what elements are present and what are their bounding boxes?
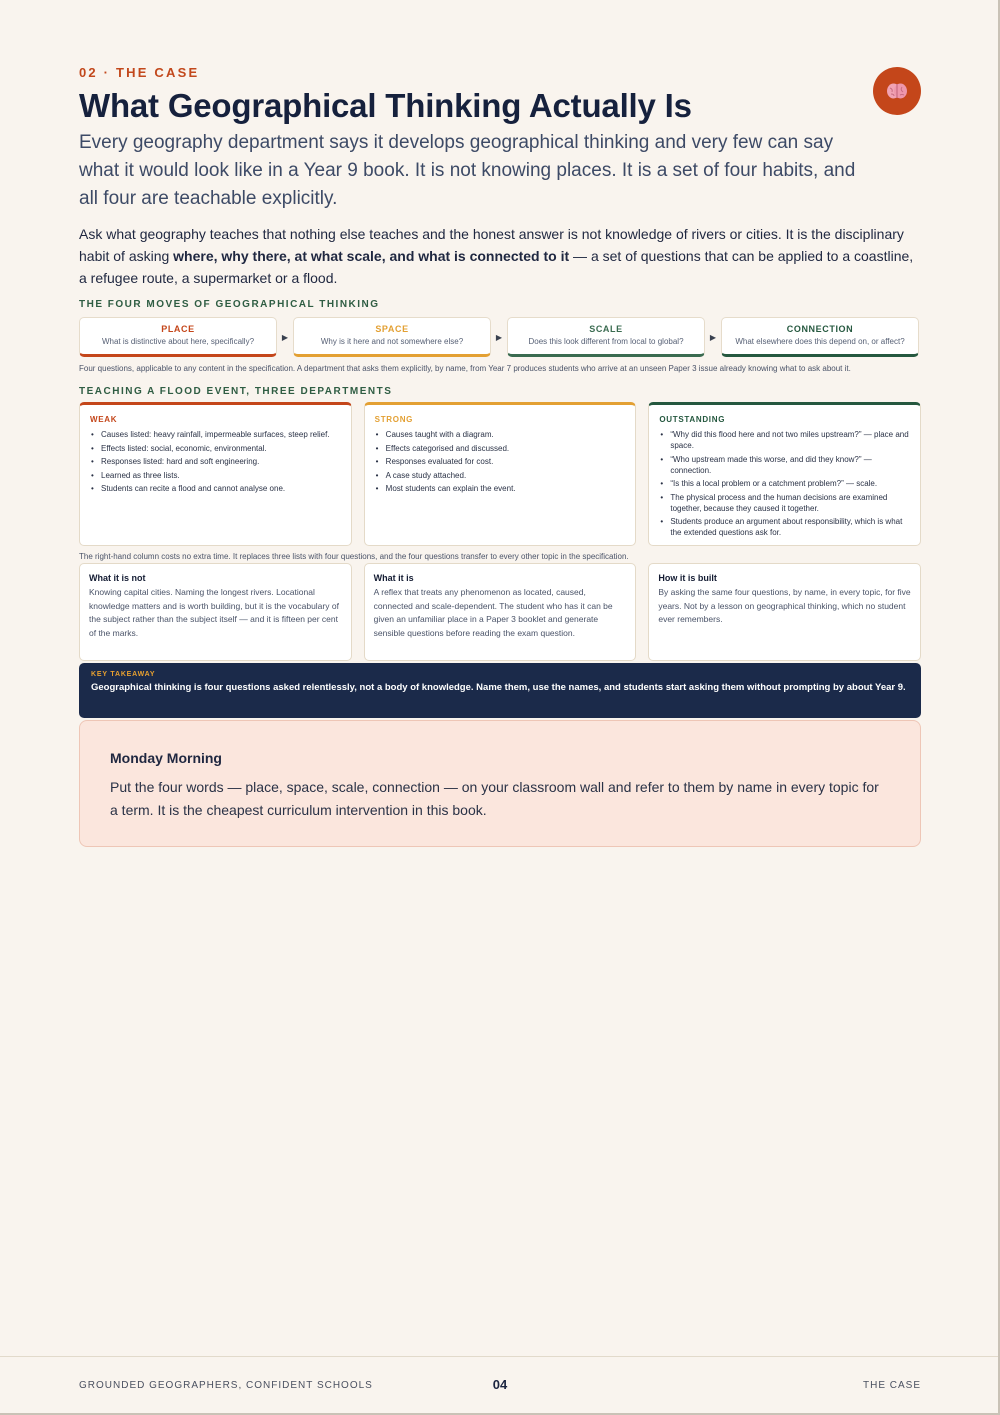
card-how-it-is-built	[648, 563, 921, 661]
arrow-right-icon: ▶	[495, 332, 503, 342]
body-text-part2: — a set of questions that can be applied to a coastline, a refugee route, a supermarket or a flood.	[79, 248, 914, 286]
main-content	[79, 64, 921, 847]
move-connection	[721, 317, 919, 357]
dept-strong-name: STRONG	[374, 415, 414, 424]
dept-outstanding	[648, 402, 921, 546]
key-takeaway-box	[79, 663, 921, 718]
moves-caption: Four questions, applicable to any content in the specification. A department that asks them explicitly, by name, from Year 7 produces students who arrive at an unseen Paper 3 issue already knowing what to ask about it.	[79, 364, 851, 373]
list-item: • Responses evaluated for cost.	[375, 456, 626, 467]
list-item: • Causes taught with a diagram.	[375, 429, 626, 440]
page-footer	[0, 1356, 1000, 1415]
section-kicker: 02 · THE CASE	[79, 65, 200, 80]
dept-strong-list	[375, 429, 626, 494]
card-text: Knowing capital cities. Naming the longest rivers. Locational knowledge matters and is worth building, but it is the vocabulary of the subject rather than the subject itself — and it is fifteen per cent of the marks.	[89, 587, 339, 638]
list-item: • “Who upstream made this worse, and did they know?” — connection.	[659, 454, 910, 476]
dept-outstanding-list	[659, 429, 910, 538]
card-heading: What it is not	[89, 573, 146, 583]
definition-cards	[79, 563, 921, 661]
four-moves-flow	[79, 317, 921, 357]
list-item: • A case study attached.	[375, 470, 626, 481]
list-item: • Effects listed: social, economic, environmental.	[90, 443, 341, 454]
body-text-bold: where, why there, at what scale, and what is connected to it	[173, 248, 570, 264]
move-place-name: PLACE	[161, 324, 195, 334]
move-scale-question: Does this look different from local to global?	[528, 337, 684, 346]
list-item: • Causes listed: heavy rainfall, impermeable surfaces, steep relief.	[90, 429, 341, 440]
footer-page-number: 04	[492, 1377, 508, 1392]
arrow-right-icon: ▶	[281, 332, 289, 342]
list-item: • Students can recite a flood and cannot analyse one.	[90, 483, 341, 494]
monday-heading: Monday Morning	[110, 750, 222, 766]
card-heading: How it is built	[658, 573, 717, 583]
body-text-part1: Ask what geography teaches that nothing else teaches and the honest answer is not knowledge of rivers or cities. It is the disciplinary habit of asking	[79, 226, 904, 264]
dept-weak	[79, 402, 352, 546]
card-text: A reflex that treats any phenomenon as located, caused, connected and scale-dependent. The student who has it can be given an unfamiliar place in a Paper 3 booklet and generate sensible questions before reading the exam question.	[373, 587, 613, 638]
footer-book-title: GROUNDED GEOGRAPHERS, CONFIDENT SCHOOLS	[79, 1380, 373, 1391]
body-paragraph	[79, 223, 921, 289]
dept-weak-list	[90, 429, 341, 494]
dept-outstanding-name: OUTSTANDING	[659, 415, 726, 424]
list-item: • Students produce an argument about responsibility, which is what the extended questions ask for.	[659, 516, 910, 538]
card-heading: What it is	[373, 573, 414, 583]
move-space	[293, 317, 491, 357]
card-text: By asking the same four questions, by name, in every topic, for five years. Not by a lesson on geographical thinking, which no student ever remembers.	[658, 587, 911, 625]
list-item: • “Why did this flood here and not two miles upstream?” — place and space.	[659, 429, 910, 451]
card-what-it-is-not	[79, 563, 352, 661]
list-item: • Learned as three lists.	[90, 470, 341, 481]
list-item: • Effects categorised and discussed.	[375, 443, 626, 454]
departments-comparison	[79, 402, 921, 546]
move-connection-name: CONNECTION	[786, 324, 854, 334]
arrow-right-icon: ▶	[709, 332, 717, 342]
list-item: • Responses listed: hard and soft engineering.	[90, 456, 341, 467]
flood-section-label: TEACHING A FLOOD EVENT, THREE DEPARTMENTS	[79, 386, 393, 397]
takeaway-label: KEY TAKEAWAY	[91, 671, 156, 678]
footer-section-name: THE CASE	[862, 1380, 921, 1391]
card-what-it-is	[364, 563, 637, 661]
move-space-question: Why is it here and not somewhere else?	[320, 337, 464, 346]
page-title: What Geographical Thinking Actually Is	[79, 87, 692, 124]
list-item: • Most students can explain the event.	[375, 483, 626, 494]
moves-section-label: THE FOUR MOVES OF GEOGRAPHICAL THINKING	[79, 299, 380, 310]
dept-strong	[364, 402, 637, 546]
move-connection-question: What elsewhere does this depend on, or affect?	[735, 337, 905, 346]
move-place-question: What is distinctive about here, specifically?	[101, 337, 255, 346]
lede-paragraph: Every geography department says it develops geographical thinking and very few can say what it would look like in a Year 9 book. It is not knowing places. It is a set of four habits, and all four are teachable explicitly.	[79, 132, 856, 209]
takeaway-text: Geographical thinking is four questions asked relentlessly, not a body of knowledge. Name them, use the names, and students start asking them without prompting by about Year 9.	[91, 682, 906, 693]
move-scale	[507, 317, 705, 357]
move-scale-name: SCALE	[589, 324, 623, 334]
move-place	[79, 317, 277, 357]
departments-caption: The right-hand column costs no extra time. It replaces three lists with four questions, and the four questions transfer to every other topic in the specification.	[79, 552, 629, 561]
list-item: • “Is this a local problem or a catchment problem?” — scale.	[659, 478, 910, 489]
move-space-name: SPACE	[375, 324, 409, 334]
monday-text: Put the four words — place, space, scale, connection — on your classroom wall and refer to them by name in every topic for a term. It is the cheapest curriculum intervention in this book.	[110, 779, 879, 818]
list-item: • The physical process and the human decisions are examined together, because they caused it together.	[659, 492, 910, 514]
monday-morning-box	[79, 720, 921, 847]
dept-weak-name: WEAK	[90, 415, 118, 424]
